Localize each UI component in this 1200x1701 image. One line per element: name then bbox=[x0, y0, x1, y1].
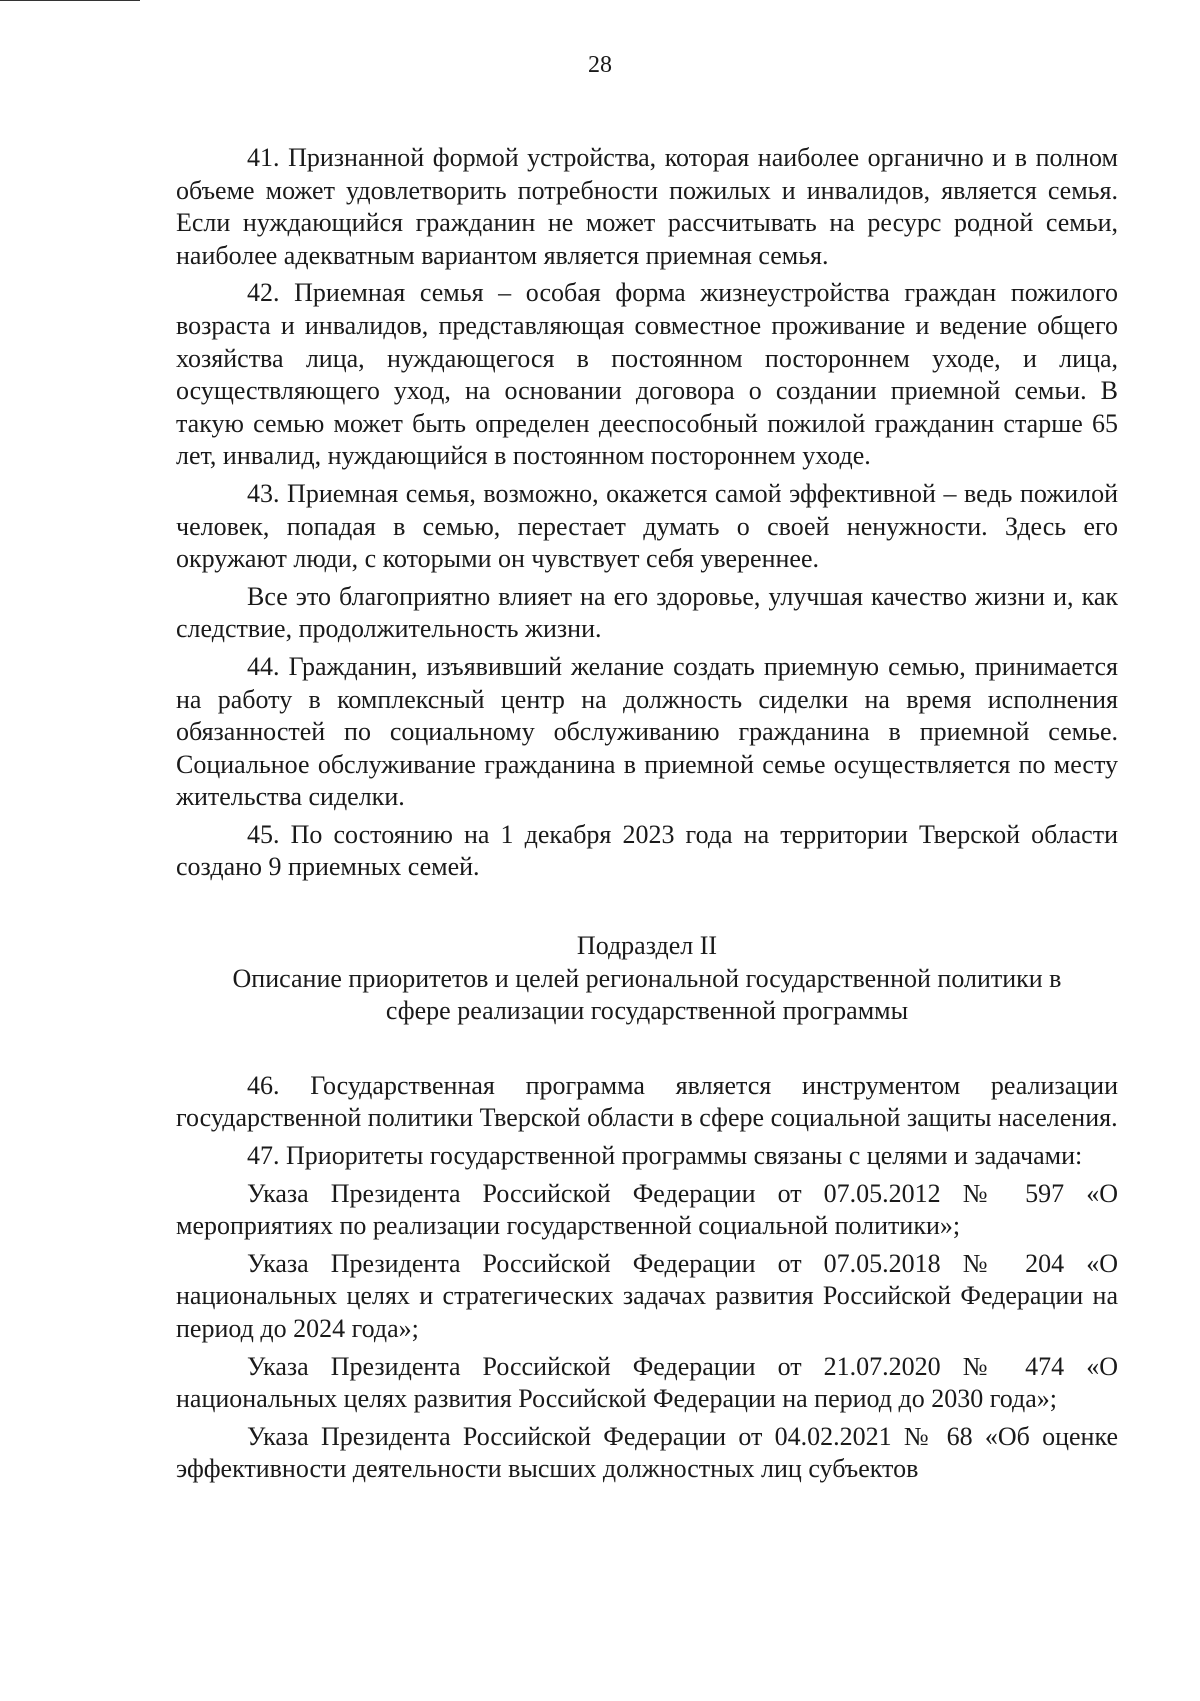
subsection-label: Подраздел II bbox=[576, 931, 718, 961]
paragraph-47: 47. Приоритеты государственной программы связаны с целями и задачами: bbox=[247, 1141, 1083, 1171]
decree-597: Указа Президента Российской Федерации от 07.05.2012 № 597 «О мероприятиях по реализации государственной социальной политики»; bbox=[176, 1178, 1118, 1241]
paragraph-43: 43. Приемная семья, возможно, окажется самой эффективной – ведь пожилой человек, попадая в семью, перестает думать о своей ненужности. Здесь его окружают люди, с которыми он чувствует себя увереннее. bbox=[176, 478, 1118, 574]
paragraph-43-continued: Все это благоприятно влияет на его здоровье, улучшая качество жизни и, как следствие, продолжительность жизни. bbox=[176, 581, 1118, 644]
page-number: 28 bbox=[588, 52, 612, 78]
decree-474: Указа Президента Российской Федерации от 21.07.2020 № 474 «О национальных целях развития Российской Федерации на период до 2030 года»; bbox=[176, 1351, 1118, 1414]
subsection-title-line-2: сфере реализации государственной программы bbox=[385, 996, 909, 1026]
paragraph-46: 46. Государственная программа является инструментом реализации государственной политики Тверской области в сфере социальной защиты населения. bbox=[176, 1070, 1118, 1133]
document-body bbox=[176, 142, 1118, 1491]
decree-68: Указа Президента Российской Федерации от 04.02.2021 № 68 «Об оценке эффективности деятельности высших должностных лиц субъектов bbox=[176, 1421, 1118, 1484]
subsection-heading bbox=[176, 930, 1118, 1028]
paragraph-41: 41. Признанной формой устройства, которая наиболее органично и в полном объеме может удовлетворить потребности пожилых и инвалидов, является семья. Если нуждающийся гражданин не может рассчитывать на ресурс родной семьи, наиболее адекватным вариантом является приемная семья. bbox=[176, 143, 1118, 270]
subsection-title-line-1: Описание приоритетов и целей региональной государственной политики в bbox=[232, 963, 1062, 993]
scan-edge-mark bbox=[0, 0, 140, 1]
paragraph-45: 45. По состоянию на 1 декабря 2023 года на территории Тверской области создано 9 приемных семей. bbox=[176, 819, 1118, 882]
paragraph-44: 44. Гражданин, изъявивший желание создать приемную семью, принимается на работу в комплексный центр на должность сиделки на время исполнения обязанностей по социальному обслуживанию гражданина в приемной семье. Социальное обслуживание гражданина в приемной семье осуществляется по месту жительства сиделки. bbox=[176, 651, 1118, 812]
decree-204: Указа Президента Российской Федерации от 07.05.2018 № 204 «О национальных целях и стратегических задачах развития Российской Федерации на период до 2024 года»; bbox=[176, 1248, 1118, 1343]
paragraph-42: 42. Приемная семья – особая форма жизнеустройства граждан пожилого возраста и инвалидов, представляющая совместное проживание и ведение общего хозяйства лица, нуждающегося в постоянном постороннем уходе, и лица, осуществляющего уход, на основании договора о создании приемной семьи. В такую семью может быть определен дееспособный пожилой гражданин старше 65 лет, инвалид, нуждающийся в постоянном постороннем уходе. bbox=[176, 278, 1118, 471]
